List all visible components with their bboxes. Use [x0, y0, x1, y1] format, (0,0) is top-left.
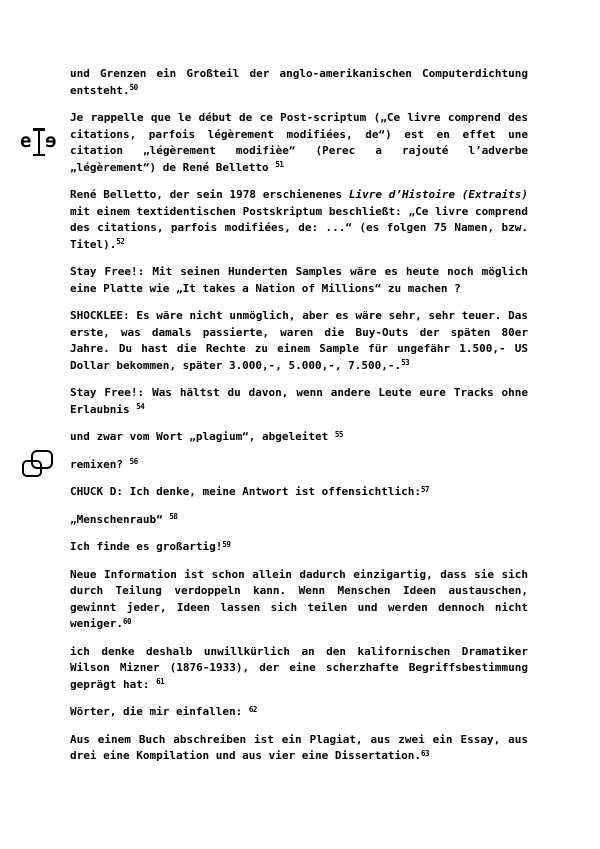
ibeam-bottom-bar — [33, 154, 45, 157]
text-run: Wörter, die mir einfallen: — [70, 705, 249, 718]
footnote-ref: 51 — [275, 160, 284, 169]
footnote-ref: 63 — [421, 748, 430, 758]
paragraph-13 — [70, 644, 528, 694]
overlapping-rectangles-icon[interactable] — [22, 450, 53, 477]
paragraph-3 — [70, 187, 528, 253]
text-run: mit einem textidentischen Postskriptum beschließt: „Ce livre comprend des citations, parfois modifiées, de: ...“ (es folgen 75 Namen, bzw. Titel). — [70, 204, 528, 251]
footnote-ref: 52 — [116, 237, 125, 246]
text-run: Stay Free!: Mit seinen Hunderten Samples wäre es heute noch möglich eine Platte wie „It takes a Nation of Millions“ zu machen ? — [70, 265, 528, 295]
footnote-ref: 53 — [401, 358, 410, 367]
paragraph-12 — [70, 567, 528, 633]
text-run: Livre d’Histoire (Extraits) — [348, 188, 528, 201]
footnote-ref: 57 — [421, 484, 430, 494]
paragraph-7 — [70, 429, 528, 446]
paragraph-2 — [70, 110, 528, 176]
footnote-ref: 55 — [334, 429, 343, 439]
paragraph-10 — [70, 512, 528, 529]
text-run: remixen? — [70, 457, 130, 471]
footnote-ref: 60 — [122, 616, 132, 626]
text-run: und zwar vom Wort „plagium“, abgeleitet — [70, 430, 335, 443]
paragraph-14 — [70, 704, 528, 721]
text-run: Ich finde es großartig! — [70, 540, 223, 553]
ibeam-stem — [38, 128, 41, 156]
footnote-ref: 62 — [248, 704, 257, 714]
text-run: SHOCKLEE: Es wäre nicht unmöglich, aber es wäre sehr, sehr teuer. Das erste, was damals passierte, waren die Buy-Outs der späten 80er Jahre. Du hast die Rechte zu einem Sample für ungefähr 1.500,- US Dollar bekommen, später 3.000,-, 5.000,-, 7.500,-. — [70, 309, 528, 372]
footnote-ref: 58 — [169, 512, 178, 521]
paragraph-9 — [70, 484, 528, 501]
small-rounded-rectangle — [22, 460, 42, 477]
text-run: CHUCK D: Ich denke, meine Antwort ist offensichtlich: — [70, 485, 421, 498]
paragraph-15 — [70, 732, 528, 765]
text-run: René Belletto, der sein 1978 erschienenes — [70, 188, 349, 201]
footnote-ref: 61 — [156, 677, 165, 686]
paragraph-11 — [70, 539, 528, 556]
text-run: Aus einem Buch abschreiben ist ein Plagiat, aus zwei ein Essay, aus drei eine Kompilation und aus vier eine Dissertation. — [70, 732, 528, 762]
footnote-ref: 56 — [129, 457, 138, 466]
paragraph-6 — [70, 385, 528, 418]
paragraph-5 — [70, 308, 528, 374]
text-run: „Menschenraub“ — [70, 512, 170, 526]
text-block — [70, 66, 528, 776]
text-run: Stay Free!: Was hältst du davon, wenn andere Leute eure Tracks ohne Erlaubnis — [70, 386, 528, 416]
paragraph-4 — [70, 264, 528, 297]
text-run: Neue Information ist schon allein dadurch einzigartig, dass sie sich durch Teilung verdoppeln kann. Wenn Menschen Ideen austauschen, gewinnt jeder, Ideen lassen sich teilen und werden dennoch nicht weniger. — [70, 567, 528, 630]
footnote-ref: 50 — [129, 83, 138, 92]
text-run: und Grenzen ein Großteil der anglo-amerikanischen Computerdichtung entsteht. — [70, 67, 528, 97]
paragraph-1 — [70, 66, 528, 99]
footnote-ref: 54 — [136, 402, 145, 411]
text-run: ich denke deshalb unwillkürlich an den kalifornischen Dramatiker Wilson Mizner (1876-1933), der eine scherzhafte Begriffsbestimmung geprägt hat: — [70, 644, 528, 691]
text-run: Je rappelle que le début de ce Post-scriptum („Ce livre comprend des citations, parfois légèrement modifiées, de“) est en effet une citation „légèrement modifièe“ (Perec a rajouté l’adverbe „légèrement“) de René Belletto — [70, 111, 528, 174]
text-cursor-left-letter: e — [20, 130, 32, 153]
text-cursor-right-letter: e — [44, 130, 56, 153]
paragraph-8 — [70, 457, 528, 474]
footnote-ref: 59 — [222, 539, 231, 549]
text-cursor-icon[interactable] — [21, 128, 55, 156]
